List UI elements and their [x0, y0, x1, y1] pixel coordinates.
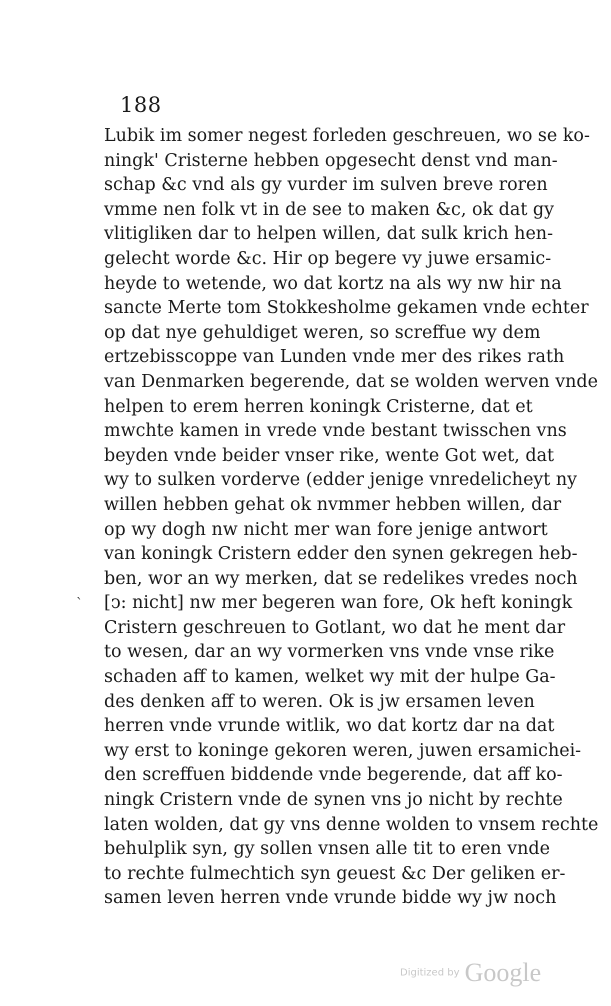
text-line: sancte Merte tom Stokkesholme gekamen vnde echter	[104, 298, 589, 319]
text-line: samen leven herren vnde vrunde bidde wy jw noch	[104, 888, 557, 909]
text-line: ertzebisscoppe van Lunden vnde mer des rikes rath	[104, 347, 565, 368]
text-line: wy to sulken vorderve (edder jenige vnredelicheyt ny	[104, 470, 578, 491]
margin-mark: `	[76, 596, 83, 612]
page-number: 188	[120, 93, 162, 117]
text-line: des denken aff to weren. Ok is jw ersamen leven	[104, 691, 535, 712]
text-line: vmme nen folk vt in de see to maken &c, ok dat gy	[104, 199, 555, 220]
text-line: den screffuen biddende vnde begerende, dat aff ko-	[104, 765, 563, 786]
text-line: to rechte fulmechtich syn geuest &c Der geliken er-	[104, 863, 566, 884]
text-line: laten wolden, dat gy vns denne wolden to vnsem rechte	[104, 814, 599, 835]
text-line: ben, wor an wy merken, dat se redelikes vredes noch	[104, 568, 578, 589]
text-line: wy erst to koninge gekoren weren, juwen ersamichei-	[104, 740, 582, 761]
text-line: mwchte kamen in vrede vnde bestant twisschen vns	[104, 421, 567, 442]
text-line: op dat nye gehuldiget weren, so screffue wy dem	[104, 322, 541, 343]
text-line: helpen to erem herren koningk Cristerne, dat et	[104, 396, 533, 417]
text-line: willen hebben gehat ok nvmmer hebben willen, dar	[104, 494, 562, 515]
text-line: heyde to wetende, wo dat kortz na als wy nw hir na	[104, 273, 562, 294]
text-line: beyden vnde beider vnser rike, wente Got wet, dat	[104, 445, 555, 466]
text-line: schap &c vnd als gy vurder im sulven breve roren	[104, 175, 548, 196]
text-line: op wy dogh nw nicht mer wan fore jenige antwort	[104, 519, 548, 540]
text-line: Lubik im somer negest forleden geschreuen, wo se ko-	[104, 126, 590, 146]
watermark-brand: Google	[464, 958, 542, 987]
text-line: vlitigliken dar to helpen willen, dat sulk krich hen-	[104, 224, 553, 245]
text-line: van Denmarken begerende, dat se wolden werven vnde	[104, 371, 598, 392]
text-line: [ↄ: nicht] nw mer begeren wan fore, Ok heft koningk	[104, 593, 573, 614]
text-line: schaden aff to kamen, welket wy mit der hulpe Ga-	[104, 667, 556, 688]
text-line: behulplik syn, gy sollen vnsen alle tit to eren vnde	[104, 839, 550, 860]
text-line: van koningk Cristern edder den synen gekregen heb-	[104, 544, 578, 565]
text-line: herren vnde vrunde witlik, wo dat kortz dar na dat	[104, 716, 555, 737]
text-line: ningk' Cristerne hebben opgesecht denst vnd man-	[104, 150, 558, 171]
text-line: gelecht worde &c. Hir op begere vy juwe ersamic-	[104, 248, 552, 269]
text-line: Cristern geschreuen to Gotlant, wo dat he ment dar	[104, 617, 566, 638]
watermark-prefix: Digitized by	[400, 967, 460, 979]
text-line: ningk Cristern vnde de synen vns jo nicht by rechte	[104, 790, 563, 811]
digitized-watermark	[400, 958, 541, 988]
body-text	[104, 124, 599, 911]
text-line: to wesen, dar an wy vormerken vns vnde vnse rike	[104, 642, 555, 663]
